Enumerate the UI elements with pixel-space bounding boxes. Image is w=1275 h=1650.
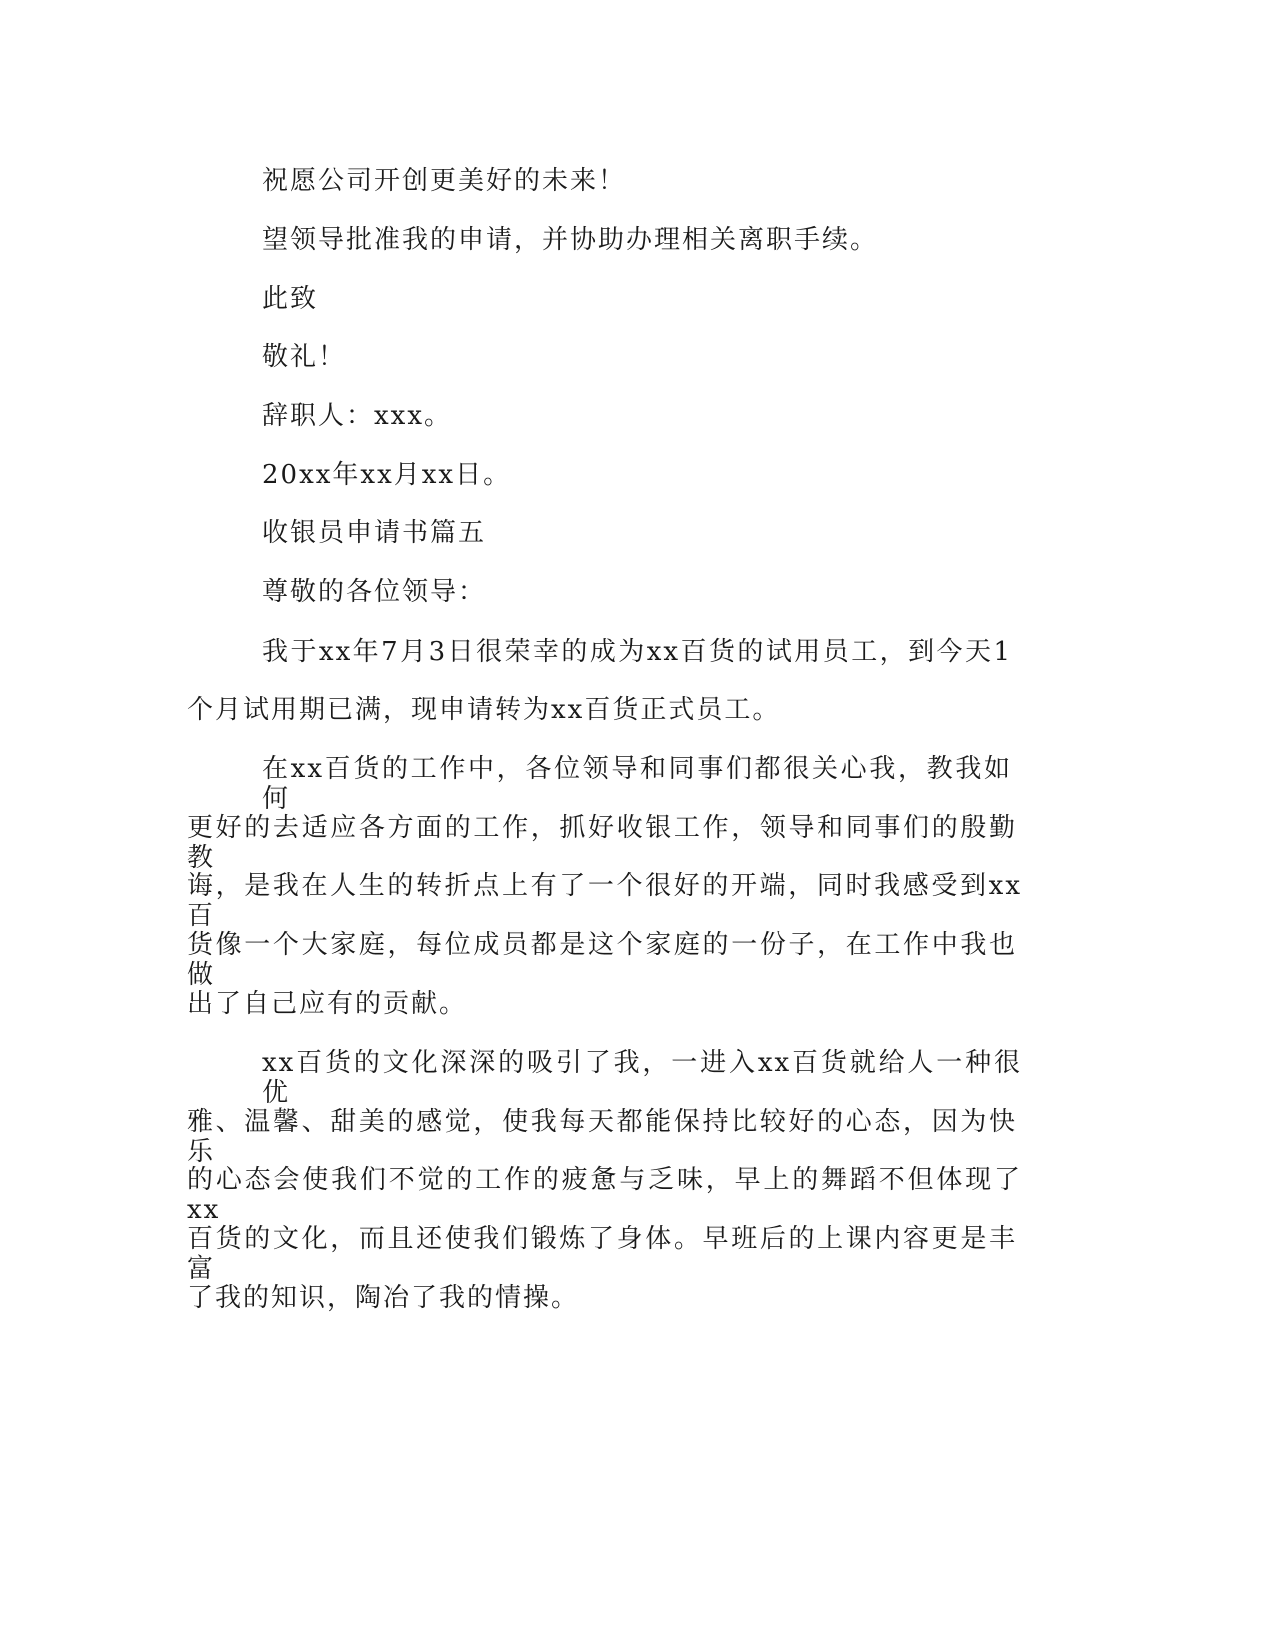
salutation-cizhi: 此致	[262, 284, 319, 314]
paragraph-3-line-3: 的心态会使我们不觉的工作的疲惫与乏味，早上的舞蹈不但体现了xx	[187, 1165, 1022, 1225]
paragraph-1-line-1: 我于xx年7月3日很荣幸的成为xx百货的试用员工，到今天1	[262, 637, 1012, 667]
paragraph-2-line-3: 诲，是我在人生的转折点上有了一个很好的开端，同时我感受到xx百	[187, 871, 1022, 931]
paragraph-2-line-1: 在xx百货的工作中，各位领导和同事们都很关心我，教我如何	[262, 754, 1012, 814]
greeting-line: 尊敬的各位领导：	[262, 577, 487, 607]
paragraph-3-line-4: 百货的文化，而且还使我们锻炼了身体。早班后的上课内容更是丰富	[187, 1224, 1017, 1284]
salutation-jingli: 敬礼！	[262, 342, 347, 372]
date-line: 20xx年xx月xx日。	[262, 460, 512, 490]
paragraph-2-line-4: 货像一个大家庭，每位成员都是这个家庭的一份子，在工作中我也做	[187, 930, 1017, 990]
paragraph-3-line-2: 雅、温馨、甜美的感觉，使我每天都能保持比较好的心态，因为快乐	[187, 1107, 1017, 1167]
request-approval-line: 望领导批准我的申请，并协助办理相关离职手续。	[262, 225, 879, 255]
paragraph-1-line-2: 个月试用期已满，现申请转为xx百货正式员工。	[187, 695, 781, 725]
paragraph-2-line-2: 更好的去适应各方面的工作，抓好收银工作，领导和同事们的殷勤教	[187, 813, 1017, 873]
paragraph-2-line-5: 出了自己应有的贡献。	[187, 989, 468, 1019]
paragraph-3-line-5: 了我的知识，陶冶了我的情操。	[187, 1283, 580, 1313]
closing-wish-line: 祝愿公司开创更美好的未来！	[262, 166, 627, 196]
section-heading: 收银员申请书篇五	[262, 518, 487, 548]
signature-line: 辞职人：xxx。	[262, 401, 452, 431]
paragraph-3-line-1: xx百货的文化深深的吸引了我，一进入xx百货就给人一种很优	[262, 1048, 1022, 1108]
